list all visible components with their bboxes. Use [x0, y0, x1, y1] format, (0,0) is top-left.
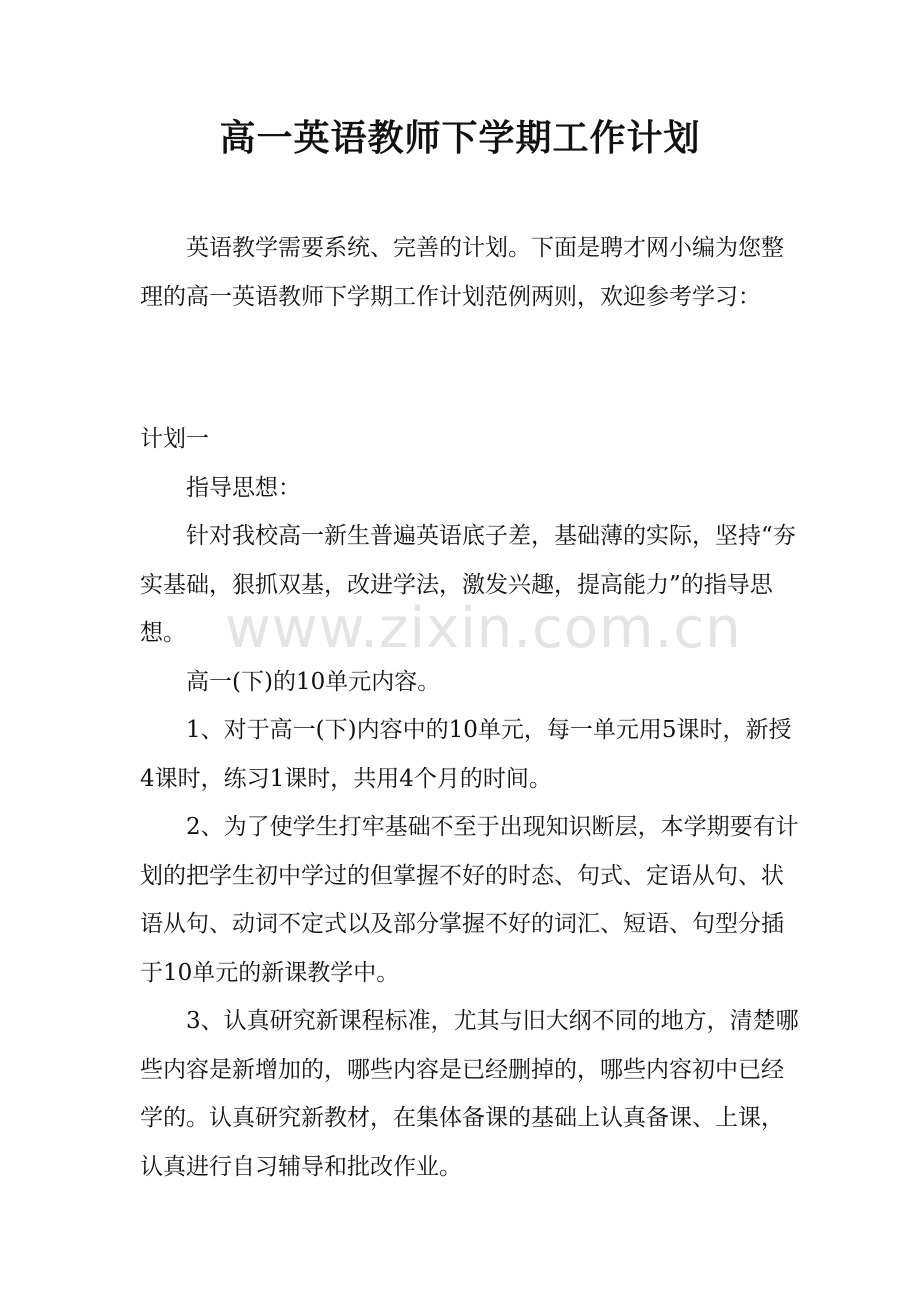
plan-content: [140, 415, 800, 1191]
paragraph-item-3: 3、认真研究新课程标准，尤其与旧大纲不同的地方，清楚哪些内容是新增加的，哪些内容是已经删掉的，哪些内容初中已经学的。认真研究新教材，在集体备课的基础上认真备课、上课，认真进行自习辅导和批改作业。: [140, 1008, 799, 1180]
page-title: 高一英语教师下学期工作计划: [219, 117, 701, 159]
intro-paragraph: 英语教学需要系统、完善的计划。下面是聘才网小编为您整理的高一英语教师下学期工作计划范例两则，欢迎参考学习：: [140, 235, 784, 310]
paragraph-item-1: 1、对于高一(下)内容中的10单元，每一单元用5课时，新授4课时，练习1课时，共用4个月的时间。: [140, 717, 792, 792]
section-heading: 计划一: [140, 426, 209, 452]
watermark: www.zixin.com.cn: [225, 596, 742, 661]
paragraph-item-2: 2、为了使学生打牢基础不至于出现知识断层，本学期要有计划的把学生初中学过的但掌握不好的时态、句式、定语从句、状语从句、动词不定式以及部分掌握不好的词汇、短语、句型分插于10单元的新课教学中。: [140, 814, 799, 986]
paragraph-guiding-thought: 指导思想：: [186, 474, 301, 501]
intro-block: [140, 224, 800, 321]
paragraph-unit-content: 高一(下)的10单元内容。: [186, 668, 441, 695]
paragraph-guiding-detail: 针对我校高一新生普遍英语底子差，基础薄的实际，坚持“夯实基础，狠抓双基，改进学法，激发兴趣，提高能力”的指导思想。: [140, 523, 796, 646]
